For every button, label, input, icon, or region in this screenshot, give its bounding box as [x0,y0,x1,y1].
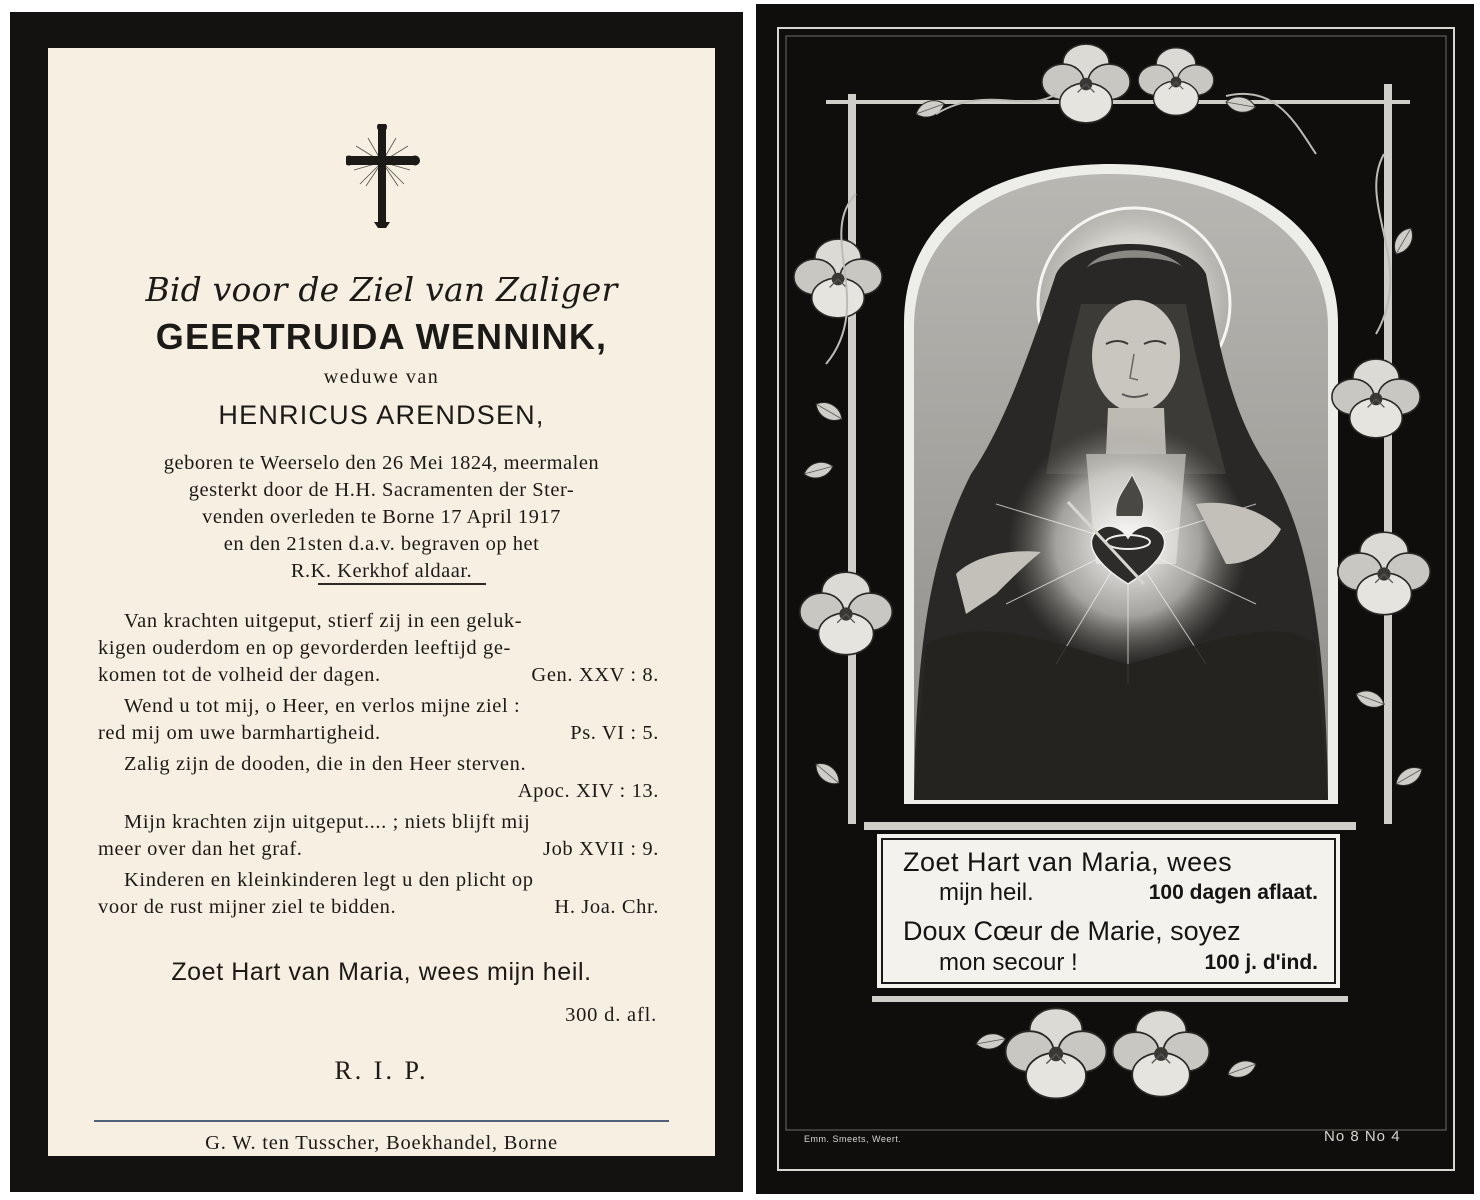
mourning-card-text-side [10,12,743,1192]
spouse-name: HENRICUS ARENDSEN, [218,400,545,430]
rip: R. I. P. [334,1056,429,1085]
caption-text: mijn heil. [939,879,1034,906]
verse-line: meer over dan het graf. [98,838,303,860]
verse-line: kigen ouderdom en op gevorderden leeftijd ge- [98,637,511,659]
widow-of: weduwe van [323,366,440,388]
caption-box [881,838,1336,984]
verse [98,809,659,863]
verse [98,608,659,689]
biography-line: R.K. Kerkhof aldaar. [290,560,473,582]
verse-line: voor de rust mijner ziel te bidden. [98,896,397,918]
mourning-card-image-side [756,4,1474,1194]
verse-line: Zalig zijn de dooden, die in den Heer sterven. [124,753,527,775]
verse-line: komen tot de volheid der dagen. [98,664,381,686]
biography [98,450,665,585]
verse [98,751,659,805]
verse-reference: Job XVII : 9. [543,838,659,860]
devotional-illustration [756,4,1474,1194]
biography-line: en den 21sten d.a.v. begraven op het [223,533,540,555]
verse-line: Kinderen en kleinkinderen legt u den plicht op [124,869,534,891]
scripture-verses [98,608,659,925]
printer-imprint: G. W. ten Tusscher, Boekhandel, Borne [205,1132,558,1154]
caption-line: Zoet Hart van Maria, wees [903,847,1233,877]
card-paper [48,48,715,1156]
verse-reference: H. Joa. Chr. [554,896,659,918]
caption-indulgence: 100 dagen aflaat. [1148,881,1318,904]
caption-indulgence: 100 j. d'ind. [1204,951,1318,974]
verse-reference: Gen. XXV : 8. [531,664,659,686]
card-number: No 8 No 4 [1324,1128,1401,1145]
divider [94,1120,669,1122]
verse-line: red mij om uwe barmhartigheid. [98,722,381,744]
verse [98,867,659,921]
invocation: Bid voor de Ziel van Zaliger [145,270,618,309]
caption-text: mon secour ! [939,949,1078,976]
verse-line: Mijn krachten zijn uitgeput.... ; niets blijft mij [124,811,531,833]
verse-line: Wend u tot mij, o Heer, en verlos mijne ziel : [124,695,521,717]
verse-reference: Ps. VI : 5. [570,722,659,744]
verse [98,693,659,747]
biography-line: venden overleden te Borne 17 April 1917 [202,506,561,528]
biography-line: geboren te Weerselo den 26 Mei 1824, meermalen [163,452,600,474]
deceased-name: GEERTRUIDA WENNINK, [155,316,608,357]
cross-icon [346,124,426,228]
printer-imprint: Emm. Smeets, Weert. [804,1134,902,1144]
caption-line: Doux Cœur de Marie, soyez [903,916,1241,946]
prayer: Zoet Hart van Maria, wees mijn heil. [171,958,592,986]
biography-line: gesterkt door de H.H. Sacramenten der Ster- [188,479,575,501]
indulgence: 300 d. afl. [565,1004,657,1026]
caption-line [903,878,1318,908]
verse-line: Van krachten uitgeput, stierf zij in een geluk- [124,610,523,632]
divider [318,583,486,585]
verse-reference: Apoc. XIV : 13. [517,780,659,802]
caption-line [903,948,1318,978]
